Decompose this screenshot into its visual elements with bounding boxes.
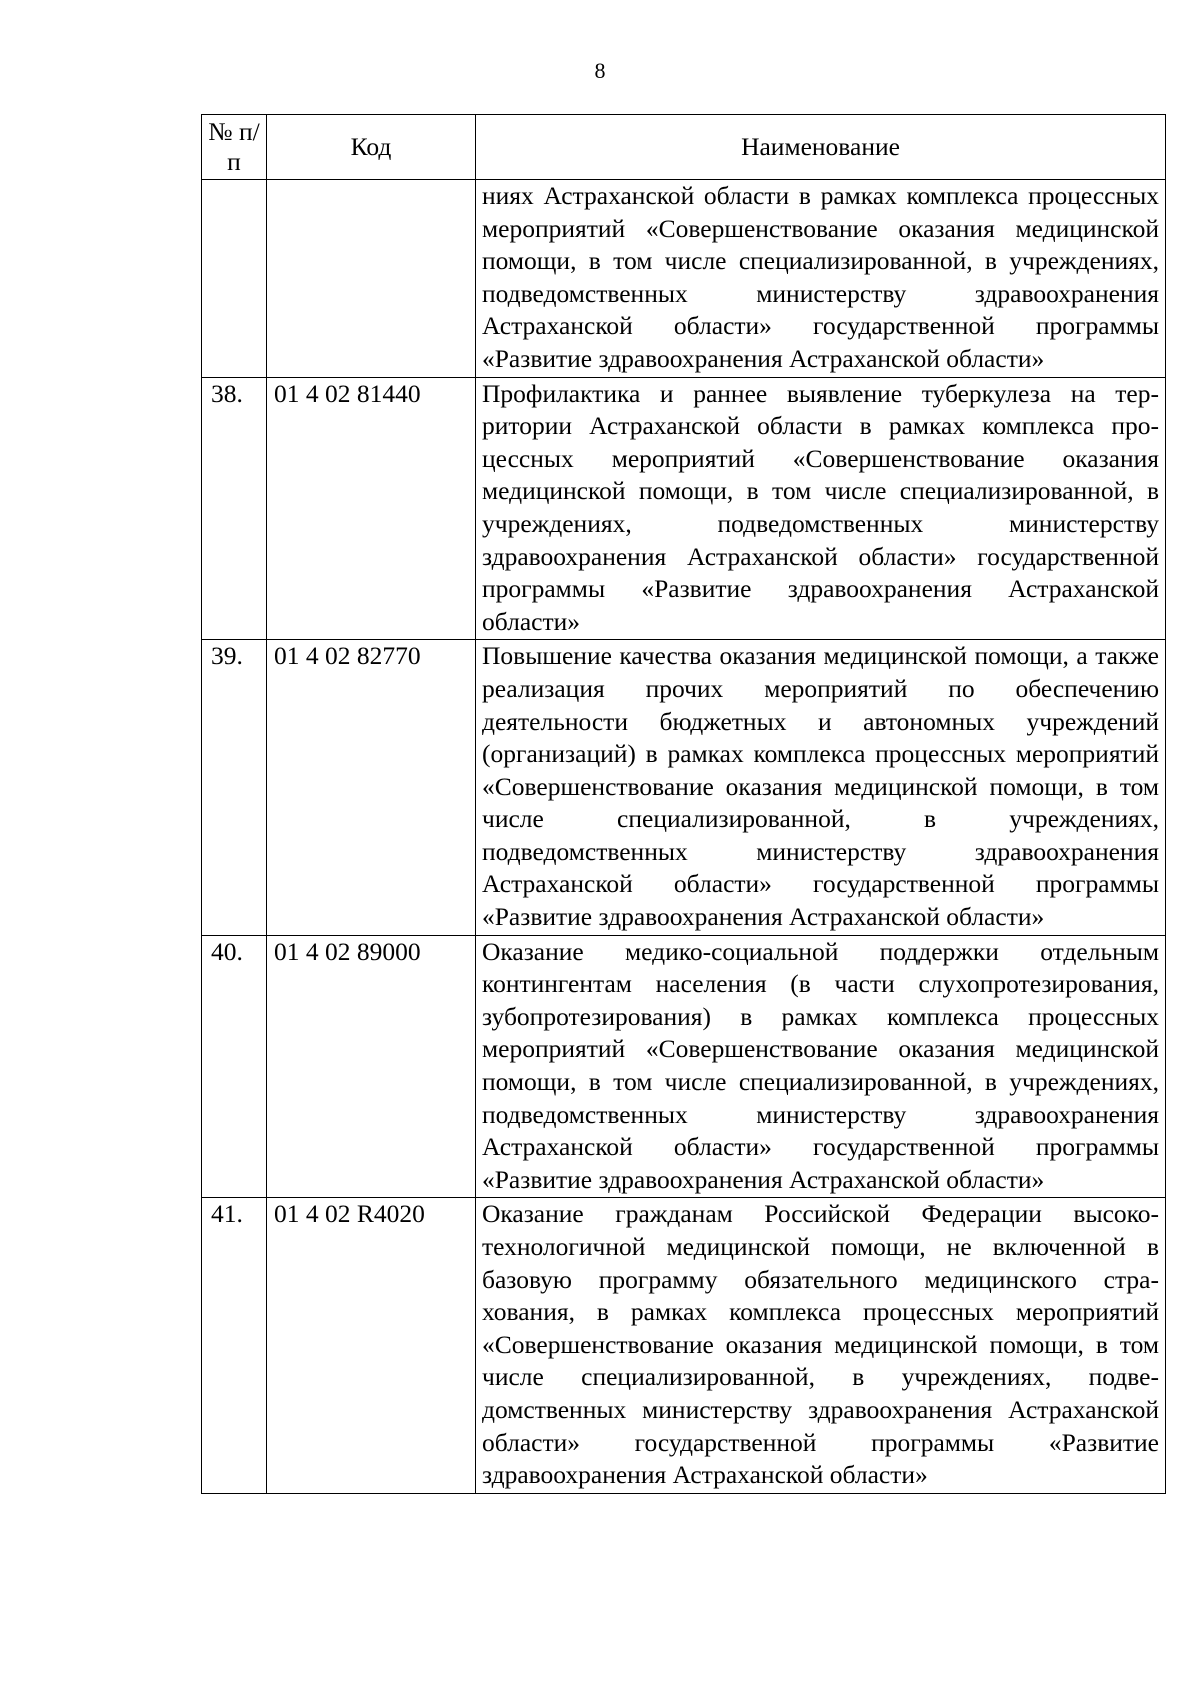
row-number	[202, 180, 267, 378]
row-name: Оказание медико-социальной поддержки отдельным контингентам населения (в части слухопротезирования, зубопротезирования) в рамках комплекса процессных мероприятий «Совершенствование оказания медицинской помощи, в том числе специализированной, в учреждениях, подведомственных министерству здравоохранения Астраханской области» государственной программы «Развитие здравоохранения Астраханской области»	[476, 935, 1166, 1198]
table-row	[202, 377, 1166, 640]
header-number: № п/п	[202, 115, 267, 180]
row-code: 01 4 02 89000	[267, 935, 476, 1198]
row-number: 38.	[202, 377, 267, 640]
row-name: Повышение качества оказания медицинской помощи, а также реализация прочих мероприятий по обеспечению деятельности бюджетных и автономных учреждений (организаций) в рамках комплекса процессных мероприятий «Совершенствование оказания медицинской помощи, в том числе специализированной, в учреждениях, подведомственных министерству здравоохранения Астраханской области» государственной программы «Развитие здравоохранения Астраханской области»	[476, 640, 1166, 935]
page-number: 8	[594, 58, 606, 83]
row-code: 01 4 02 81440	[267, 377, 476, 640]
table-row	[202, 180, 1166, 378]
row-number: 39.	[202, 640, 267, 935]
row-code	[267, 180, 476, 378]
table-row	[202, 1198, 1166, 1493]
table-header-row	[202, 115, 1166, 180]
budget-code-table	[201, 114, 1166, 1494]
row-name: Профилактика и раннее выявление туберкулеза на территории Астраханской области в рамках комплекса процессных мероприятий «Совершенствование оказания медицинской помощи, в том числе специализированной, в учреждениях, подведомственных министерству здравоохранения Астраханской области» государственной программы «Развитие здравоохранения Астраханской области»	[476, 377, 1166, 640]
row-name: ниях Астраханской области в рамках комплекса процессных мероприятий «Совершенствование оказания медицинской помощи, в том числе специализированной, в учреждениях, подведомственных министерству здравоохранения Астраханской области» государственной программы «Развитие здравоохранения Астраханской области»	[476, 180, 1166, 378]
row-name: Оказание гражданам Российской Федерации высокотехнологичной медицинской помощи, не включенной в базовую программу обязательного медицинского страхования, в рамках комплекса процессных мероприятий «Совершенствование оказания медицинской помощи, в том числе специализированной, в учреждениях, подведомственных министерству здравоохранения Астраханской области» государственной программы «Развитие здравоохранения Астраханской области»	[476, 1198, 1166, 1493]
row-number: 40.	[202, 935, 267, 1198]
table-row	[202, 640, 1166, 935]
row-code: 01 4 02 82770	[267, 640, 476, 935]
header-name: Наименование	[476, 115, 1166, 180]
table-row	[202, 935, 1166, 1198]
row-code: 01 4 02 R4020	[267, 1198, 476, 1493]
row-number: 41.	[202, 1198, 267, 1493]
header-code: Код	[267, 115, 476, 180]
